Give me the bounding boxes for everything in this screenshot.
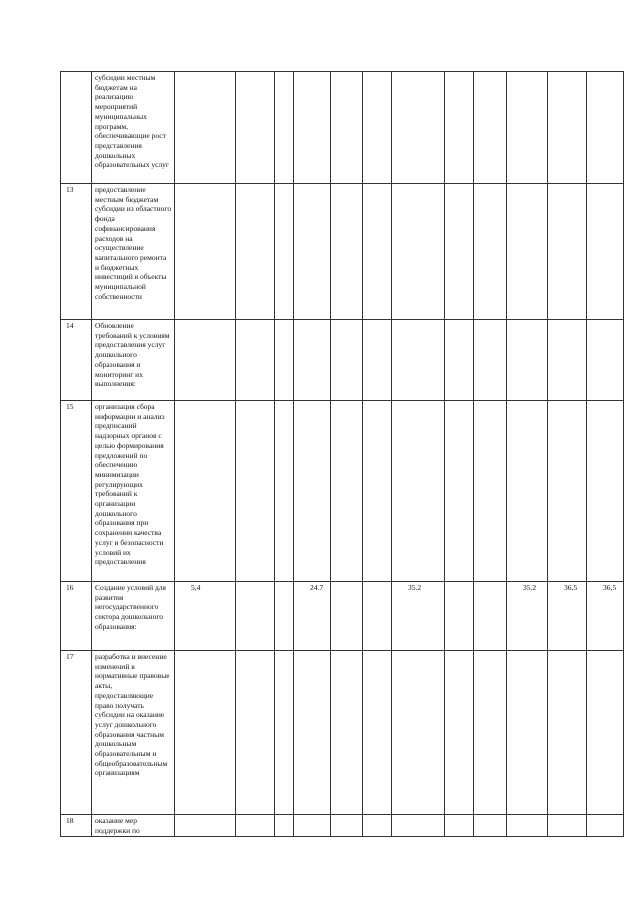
- row-number: 14: [61, 320, 92, 401]
- value-cell: [363, 320, 392, 401]
- row-number: [61, 72, 92, 184]
- row-description: разработка и внесение изменений в нормативные правовые акты, предоставляющие право получать субсидии на оказание услуг дошкольного образования частным дошкольным образовательным и общеобразовательным организациям: [92, 651, 175, 815]
- value-cell: [175, 320, 236, 401]
- row-number: 17: [61, 651, 92, 815]
- row-number: 13: [61, 184, 92, 320]
- value-cell: [445, 72, 474, 184]
- value-cell: [587, 815, 624, 837]
- row-description: Обновление требований к условиям предоставления услуг дошкольного образования и мониторинг их выполнения:: [92, 320, 175, 401]
- value-cell: [474, 651, 507, 815]
- value-cell: [392, 320, 445, 401]
- value-cell: [445, 815, 474, 837]
- value-cell: [548, 184, 587, 320]
- row-description: оказание мер поддержки по: [92, 815, 175, 837]
- value-cell: 35.2: [392, 582, 445, 651]
- value-cell: [294, 72, 331, 184]
- value-cell: [507, 651, 548, 815]
- value-cell: 5,4: [175, 582, 236, 651]
- value-cell: [548, 320, 587, 401]
- value-cell: [275, 184, 294, 320]
- value-cell: [474, 184, 507, 320]
- row-description: субсидии местным бюджетам на реализацию мероприятий муниципальных программ, обеспечивающие рост представления дошкольных образовательных услуг: [92, 72, 175, 184]
- table-row: [61, 401, 624, 582]
- value-cell: [392, 184, 445, 320]
- value-cell: [392, 815, 445, 837]
- value-cell: [236, 184, 275, 320]
- value-cell: [445, 184, 474, 320]
- value-cell: [474, 320, 507, 401]
- value-cell: [507, 320, 548, 401]
- value-cell: [587, 184, 624, 320]
- value-cell: [175, 651, 236, 815]
- value-cell: [548, 651, 587, 815]
- value-cell: [236, 401, 275, 582]
- value-cell: [474, 401, 507, 582]
- value-cell: [331, 184, 363, 320]
- value-cell: 35.2: [507, 582, 548, 651]
- value-cell: [294, 651, 331, 815]
- value-cell: [507, 72, 548, 184]
- value-cell: [236, 582, 275, 651]
- value-cell: [331, 815, 363, 837]
- value-cell: [331, 320, 363, 401]
- table-row: [61, 184, 624, 320]
- table-row: [61, 320, 624, 401]
- value-cell: [236, 815, 275, 837]
- value-cell: [294, 320, 331, 401]
- value-cell: [445, 401, 474, 582]
- table-row: [61, 582, 624, 651]
- value-cell: [363, 582, 392, 651]
- value-cell: [548, 401, 587, 582]
- row-description: организация сбора информации и анализ предписаний надзорных органов с целью формирования предложений по обеспечению минимизации регулирующих требований к организации дошкольного образования при сохранении качества услуг и безопасности условий их предоставления: [92, 401, 175, 582]
- value-cell: [275, 651, 294, 815]
- value-cell: [363, 72, 392, 184]
- value-cell: [175, 815, 236, 837]
- value-cell: [331, 651, 363, 815]
- table-row: [61, 815, 624, 837]
- row-number: 16: [61, 582, 92, 651]
- value-cell: [294, 401, 331, 582]
- value-cell: [392, 401, 445, 582]
- value-cell: [175, 72, 236, 184]
- value-cell: 36,5: [548, 582, 587, 651]
- value-cell: [275, 72, 294, 184]
- table-row: [61, 651, 624, 815]
- value-cell: [175, 184, 236, 320]
- value-cell: [363, 651, 392, 815]
- value-cell: [275, 815, 294, 837]
- value-cell: [392, 72, 445, 184]
- value-cell: [445, 582, 474, 651]
- value-cell: 24.7: [294, 582, 331, 651]
- row-description: Создание условий для развития негосударственного сектора дошкольного образования:: [92, 582, 175, 651]
- value-cell: [587, 401, 624, 582]
- value-cell: [392, 651, 445, 815]
- value-cell: [474, 72, 507, 184]
- value-cell: [331, 582, 363, 651]
- value-cell: [363, 815, 392, 837]
- value-cell: [507, 401, 548, 582]
- value-cell: [236, 651, 275, 815]
- row-number: 18: [61, 815, 92, 837]
- value-cell: [236, 320, 275, 401]
- value-cell: [548, 72, 587, 184]
- value-cell: [507, 815, 548, 837]
- value-cell: 36,5: [587, 582, 624, 651]
- value-cell: [587, 320, 624, 401]
- value-cell: [236, 72, 275, 184]
- value-cell: [331, 72, 363, 184]
- value-cell: [275, 582, 294, 651]
- value-cell: [587, 72, 624, 184]
- value-cell: [331, 401, 363, 582]
- value-cell: [275, 401, 294, 582]
- row-number: 15: [61, 401, 92, 582]
- value-cell: [548, 815, 587, 837]
- value-cell: [175, 401, 236, 582]
- value-cell: [363, 184, 392, 320]
- value-cell: [587, 651, 624, 815]
- value-cell: [294, 815, 331, 837]
- value-cell: [507, 184, 548, 320]
- value-cell: [294, 184, 331, 320]
- value-cell: [275, 320, 294, 401]
- value-cell: [474, 582, 507, 651]
- value-cell: [445, 320, 474, 401]
- table-row: [61, 72, 624, 184]
- value-cell: [474, 815, 507, 837]
- value-cell: [445, 651, 474, 815]
- value-cell: [363, 401, 392, 582]
- row-description: предоставление местным бюджетам субсидии из областного фонда софинансирования расходов на осуществление капитального ремонта и бюджетных инвестиций в объекты муниципальной собственности: [92, 184, 175, 320]
- data-table: [60, 71, 624, 837]
